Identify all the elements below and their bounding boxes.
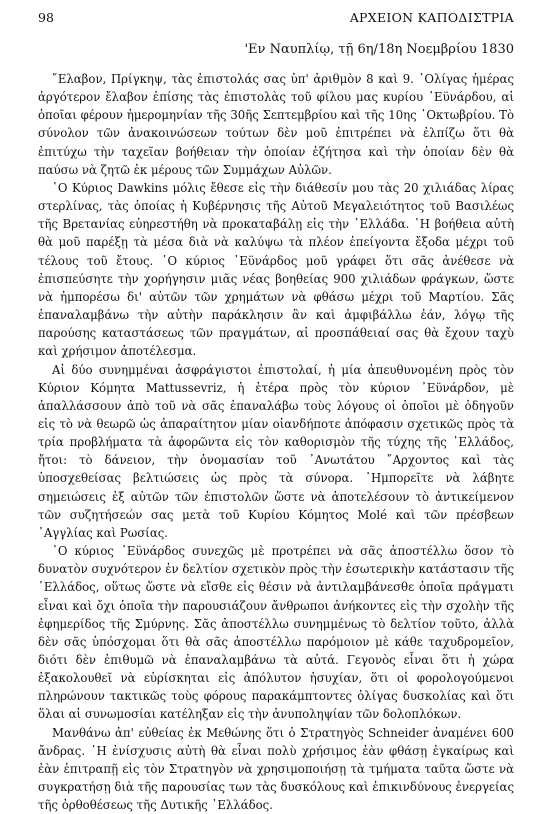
paragraph-1: ῎Ελαβον, Πρίγκηψ, τὰς ἐπιστολάς σας ὑπ' ἀριθμὸν 8 καὶ 9. ᾽Ολίγας ἡμέρας ἀργότερον ἔλαβον ἐπίσης τὰς ἐπιστολὰς τοῦ φίλου μας κυρίου ᾽Εϋνάρδου, αἱ ὁποῖαι φέρουν ἡμερομηνίαν τῆς 30ῆς Σεπτεμβρίου καὶ τῆς 10ης ᾽Οκτωβρίου. Τὸ σύνολον τῶν ἀνακοινώσεων τούτων δὲν μοῦ ἐπιτρέπει νὰ ἐλπίζω ὅτι θὰ ἐπιτύχω τὴν ταχεῖαν βοήθειαν τὴν ὁποίαν ἐζήτησα καὶ τὴν ὁποίαν δὲν θὰ παύσω νὰ ζητῶ ἐκ μέρους τῶν Συμμάχων Αὐλῶν. <box>38 72 514 177</box>
letter-dateline: 'Εν Ναυπλίῳ, τῇ 6η/18η Νοεμβρίου 1830 <box>244 42 514 57</box>
paragraph-3: Αἱ δύο συνημμέναι ἀσφράγιστοι ἐπιστολαί, ἡ μία ἀπευθυνομένη πρὸς τὸν Κύριον Κόμητα Mattussevriz, ἡ ἑτέρα πρὸς τὸν κύριον ᾽Εϋνάρδον, μὲ ἀπαλλάσσουν ἀπὸ τοῦ νὰ σᾶς ἐπαναλάβω τοὺς λόγους οἱ ὁποῖοι μὲ ὁδηγοῦν εἰς τὸ νὰ θεωρῶ ὡς ἀπαραίτητον μίαν οἱανδήποτε ἀπόφασιν σχετικῶς πρὸς τὰ τρία προβλήματα τὰ ἀφορῶντα εἰς τὸν καθορισμὸν τῆς τύχης τῆς ᾽Ελλάδος, ἤτοι: τὸ δάνειον, τὴν ὀνομασίαν τοῦ ᾽Ανωτάτου ῎Αρχοντος καὶ τὰς ὑποσχεθείσας βελτιώσεις ὡς πρὸς τὰ σύνορα. ᾽Ημπορεῖτε νὰ λάβητε σημειώσεις ἐξ αὐτῶν τῶν ἐπιστολῶν ὥστε νὰ ἀποτελέσουν τὸ ἀντικείμενον τῶν συζητήσεών σας μετὰ τοῦ Κυρίου Κόμητος Molé καὶ τῶν πρέσβεων ᾽Αγγλίας καὶ Ρωσίας. <box>38 362 514 540</box>
page-number: 98 <box>38 10 54 25</box>
letter-body <box>38 70 514 814</box>
paragraph-5: Μανθάνω ἀπ' εὐθείας ἐκ Μεθώνης ὅτι ὁ Στρατηγὸς Schneider ἀναμένει 600 ἄνδρας. ῾Η ἐνίσχυσις αὐτὴ θὰ εἶναι πολὺ χρήσιμος ἐὰν φθάσῃ ἐγκαίρως καὶ ἐὰν ἐπιτραπῇ εἰς τὸν Στρατηγὸν νὰ χρησιμοποιήσῃ τὰ τμήματα ταῦτα ὥστε νὰ συγκρατήσῃ διὰ τῆς παρουσίας των τὰς δυσκόλους καὶ ἐπικινδύνους ἐνεργείας τῆς ὀρθοθέσεως τῆς Δυτικῆς ᾽Ελλάδος. <box>38 725 514 813</box>
paragraph-2: ῾Ο Κύριος Dawkins μόλις ἔθεσε εἰς τὴν διάθεσίν μου τὰς 20 χιλιάδας λίρας στερλίνας, τὰς ὁποίας ἡ Κυβέρνησις τῆς Αὐτοῦ Μεγαλειότητος τοῦ Βασιλέως τῆς Βρετανίας εὐηρεστήθη νὰ προκαταβάλῃ εἰς τὴν ᾽Ελλάδα. ῾Η βοήθεια αὐτὴ θὰ μοῦ παρέξῃ τὰ μέσα διὰ νὰ καλύψω τὰ πλέον ἐπείγοντα ἔξοδα μέχρι τοῦ τέλους τοῦ ἔτους. ῾Ο κύριος ᾽Εϋνάρδος μοῦ γράφει ὅτι σᾶς ἀνέθεσε νὰ ἐπισπεύσητε τὴν χορήγησιν μιᾶς νέας βοηθείας 900 χιλιάδων φράγκων, ὥστε νὰ ἠμπορέσω δι' αὐτῶν τῶν χρημάτων νὰ φθάσω μέχρι τοῦ Μαρτίου. Σᾶς ἐπαναλαμβάνω τὴν αὐτὴν παράκλησιν ἂν καὶ ἀμφιβάλλω ἐάν, λόγῳ τῆς παρούσης καταστάσεως τῶν πραγμάτων, αἱ προσπάθειαί σας θὰ ἔχουν ταχὺ καὶ χρήσιμον ἀποτέλεσμα. <box>38 180 514 359</box>
running-title: ΑΡΧΕΙΟΝ ΚΑΠΟΔΙΣΤΡΙΑ <box>349 10 514 25</box>
paragraph-4: ῾Ο κύριος ᾽Εϋνάρδος συνεχῶς μὲ προτρέπει νὰ σᾶς ἀποστέλλω ὅσον τὸ δυνατὸν συχνότερον ἐν δελτίον σχετικὸν πρὸς τὴν ἐσωτερικὴν κατάστασιν τῆς ᾽Ελλάδος, οὕτως ὥστε νὰ εἴσθε εἰς θέσιν νὰ ἀντιλαμβάνεσθε ὁποῖα πράγματι εἶναι καὶ ὄχι ὁποῖα τὴν παρουσιάζουν ἄνθρωποι ἀνήκοντες εἰς τὴν σχολὴν τῆς ἐφημερίδος τῆς Σμύρνης. Σᾶς ἀποστέλλω συνημμένως τὸ δελτίον τοῦτο, ἀλλὰ δὲν σᾶς ὑπόσχομαι ὅτι θὰ σᾶς ἀποστέλλω παρόμοιον μὲ κάθε ταχυδρομεῖον, διότι δὲν ἐπιθυμῶ νὰ ἐπαναλαμβάνω τὰ αὐτά. Γεγονὸς εἶναι ὅτι ἡ χώρα ἐξακολουθεῖ νὰ εὑρίσκηται εἰς ἀπόλυτον ἡσυχίαν, ὅτι οἱ φορολογούμενοι πληρώνουν τακτικῶς τοὺς φόρους παρακάμπτοντες ὀλίγας δυσκολίας καὶ ὅτι ὅλαι αἱ συνωμοσίαι κατέληξαν εἰς τὴν ἀνυποληψίαν τῶν δολοπλόκων. <box>38 544 514 722</box>
page-header <box>38 10 514 28</box>
